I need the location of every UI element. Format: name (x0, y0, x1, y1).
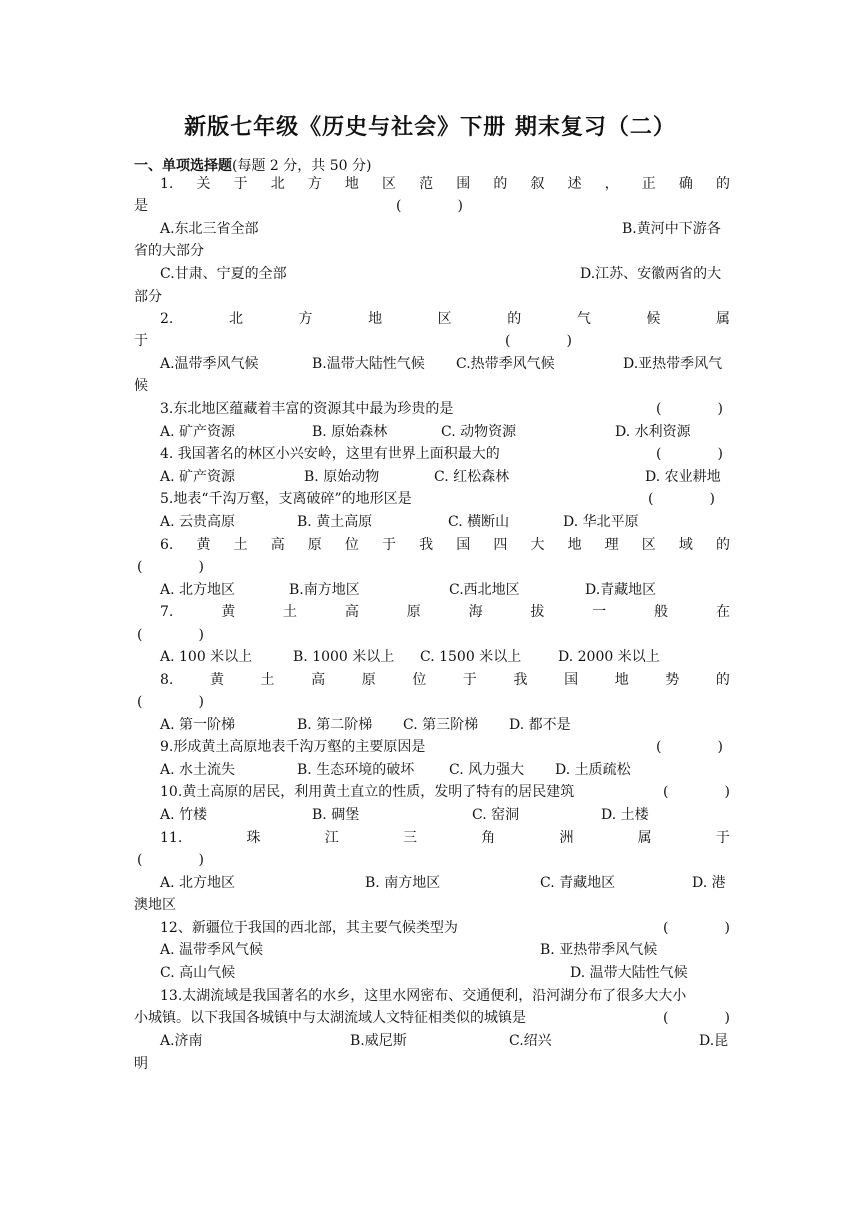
question-1-stem-part: 方 (307, 176, 322, 192)
question-6-stem-part: 四 (493, 537, 508, 553)
question-11-option-d: D. 港 (692, 875, 726, 891)
question-2-option-d-cont: 候 (134, 378, 148, 394)
question-6-stem-part: 国 (456, 537, 471, 553)
question-8-stem (160, 669, 730, 691)
question-9-option-c: C. 风力强大 (449, 762, 525, 778)
question-1-stem-part: 的 (716, 176, 730, 192)
question-6-stem-part: 理 (604, 537, 619, 553)
question-6-stem-part: 黄 (196, 537, 211, 553)
question-6-stem-part: 原 (307, 537, 322, 553)
question-5-option-b: B. 黄土高原 (297, 514, 373, 530)
question-7-stem-part: 在 (715, 604, 730, 620)
question-2-option-d: D.亚热带季风气 (623, 356, 723, 372)
question-1-stem-tail: 是 (134, 198, 148, 214)
question-1-stem (160, 173, 730, 195)
question-1-stem-part: 区 (382, 176, 397, 192)
question-2-stem (160, 308, 730, 330)
section-note: (每题 2 分，共 50 分) (232, 158, 372, 174)
question-1-stem-part: 范 (419, 176, 434, 192)
question-7-stem-part: 原 (406, 604, 421, 620)
question-9-option-a: A. 水土流失 (160, 762, 236, 778)
question-7-stem-part: 拔 (530, 604, 545, 620)
question-1-answer-blank[interactable]: ( ) (396, 198, 463, 214)
question-13-option-b: B.威尼斯 (350, 1033, 407, 1049)
question-3-answer-blank[interactable]: ( ) (656, 401, 723, 417)
question-7-stem-part: 土 (283, 604, 298, 620)
question-2-answer-blank[interactable]: ( ) (505, 333, 572, 349)
question-2-option-b: B.温带大陆性气候 (312, 356, 425, 372)
question-6-stem-part: 地 (567, 537, 582, 553)
question-12-option-b: B. 亚热带季风气候 (540, 942, 658, 958)
question-3-option-c: C. 动物资源 (441, 424, 517, 440)
question-2-stem-part: 2. (160, 311, 174, 327)
question-1-option-c: C.甘肃、宁夏的全部 (160, 266, 287, 282)
question-3-option-a: A. 矿产资源 (160, 424, 236, 440)
question-1-stem-part: 确 (678, 176, 693, 192)
question-12-answer-blank[interactable]: ( ) (663, 920, 730, 936)
question-9-answer-blank[interactable]: ( ) (656, 739, 723, 755)
question-5-answer-blank[interactable]: ( ) (648, 491, 715, 507)
question-6-answer-blank[interactable]: ( ) (137, 559, 204, 575)
question-8-option-c: C. 第三阶梯 (403, 717, 479, 733)
question-8-stem-part: 地 (614, 672, 629, 688)
question-11-stem-part: 属 (637, 830, 652, 846)
question-11-stem-part: 珠 (246, 830, 261, 846)
question-8-stem-part: 位 (412, 672, 427, 688)
question-6-stem-part: 大 (530, 537, 545, 553)
question-2-stem-part: 气 (576, 311, 591, 327)
question-6-stem-part: 6. (160, 537, 174, 553)
question-1-option-d-cont: 部分 (134, 289, 162, 305)
question-1-option-a: A.东北三省全部 (160, 221, 259, 237)
question-4-option-a: A. 矿产资源 (160, 469, 236, 485)
question-12-stem: 12、新疆位于我国的西北部，其主要气候类型为 (160, 920, 458, 936)
question-8-option-a: A. 第一阶梯 (160, 717, 236, 733)
question-1-stem-part: 述 (567, 176, 582, 192)
question-13-option-c: C.绍兴 (509, 1033, 552, 1049)
question-2-option-a: A.温带季风气候 (160, 356, 259, 372)
question-4-option-b: B. 原始动物 (304, 469, 380, 485)
question-8-stem-part: 8. (160, 672, 174, 688)
question-7-option-d: D. 2000 米以上 (558, 649, 660, 665)
question-11-stem-part: 11. (160, 830, 183, 846)
question-1-option-b: B.黄河中下游各 (622, 221, 721, 237)
question-7-option-c: C. 1500 米以上 (420, 649, 522, 665)
question-13-answer-blank[interactable]: ( ) (663, 1010, 730, 1026)
question-1-stem-part: 的 (493, 176, 508, 192)
question-8-stem-part: 黄 (209, 672, 224, 688)
question-9-option-d: D. 土质疏松 (555, 762, 631, 778)
question-13-stem-line2: 小城镇。以下我国各城镇中与太湖流域人文特征相类似的城镇是 (134, 1010, 526, 1026)
question-12-option-a: A. 温带季风气候 (160, 942, 264, 958)
question-1-stem-part: 叙 (530, 176, 545, 192)
question-13-option-d: D.昆 (699, 1033, 729, 1049)
question-7-stem (160, 601, 730, 623)
question-11-option-c: C. 青藏地区 (540, 875, 616, 891)
question-3-option-d: D. 水利资源 (615, 424, 691, 440)
question-1-stem-part: ， (604, 176, 619, 192)
question-10-answer-blank[interactable]: ( ) (663, 784, 730, 800)
question-11-stem (160, 827, 730, 849)
question-10-option-d: D. 土楼 (601, 807, 649, 823)
question-8-stem-part: 国 (564, 672, 579, 688)
question-11-option-b: B. 南方地区 (365, 875, 441, 891)
question-6-stem-part: 土 (233, 537, 248, 553)
question-2-stem-tail: 于 (134, 333, 148, 349)
question-1-stem-part: 地 (344, 176, 359, 192)
question-6-option-c: C.西北地区 (449, 582, 520, 598)
question-4-stem: 4. 我国著名的林区小兴安岭，这里有世界上面积最大的 (160, 446, 500, 462)
question-7-answer-blank[interactable]: ( ) (137, 627, 204, 643)
question-10-option-c: C. 窑洞 (472, 807, 520, 823)
question-6-stem-part: 高 (270, 537, 285, 553)
question-8-stem-part: 势 (665, 672, 680, 688)
question-6-stem (160, 534, 730, 556)
question-2-stem-part: 候 (646, 311, 661, 327)
question-1-stem-part: 1. (160, 176, 174, 192)
question-7-option-b: B. 1000 米以上 (293, 649, 395, 665)
question-5-option-a: A. 云贵高原 (160, 514, 236, 530)
question-6-option-a: A. 北方地区 (160, 582, 236, 598)
question-10-option-a: A. 竹楼 (160, 807, 208, 823)
section-heading (134, 155, 371, 175)
question-13-stem: 13.太湖流域是我国著名的水乡，这里水网密布、交通便利，沿河湖分布了很多大大小 (160, 988, 687, 1004)
question-8-option-d: D. 都不是 (509, 717, 571, 733)
question-8-stem-part: 于 (462, 672, 477, 688)
question-11-option-a: A. 北方地区 (160, 875, 236, 891)
question-5-option-d: D. 华北平原 (563, 514, 639, 530)
question-8-answer-blank[interactable]: ( ) (137, 694, 204, 710)
question-8-stem-part: 高 (311, 672, 326, 688)
question-5-stem: 5.地表“千沟万壑，支离破碎”的地形区是 (160, 491, 412, 507)
question-2-stem-part: 属 (715, 311, 730, 327)
question-1-option-b-cont: 省的大部分 (134, 243, 204, 259)
question-4-option-c: C. 红松森林 (434, 469, 510, 485)
question-12-option-d: D. 温带大陆性气候 (570, 965, 688, 981)
question-2-option-c: C.热带季风气候 (456, 356, 555, 372)
question-7-stem-part: 7. (160, 604, 174, 620)
question-2-stem-part: 地 (368, 311, 383, 327)
question-11-stem-part: 江 (324, 830, 339, 846)
question-6-stem-part: 的 (716, 537, 730, 553)
question-8-stem-part: 我 (513, 672, 528, 688)
question-2-stem-part: 的 (507, 311, 522, 327)
question-10-option-b: B. 碉堡 (312, 807, 360, 823)
question-8-stem-part: 原 (361, 672, 376, 688)
question-7-stem-part: 一 (592, 604, 607, 620)
question-13-option-d-cont: 明 (134, 1056, 148, 1072)
question-8-stem-part: 土 (260, 672, 275, 688)
question-5-option-c: C. 横断山 (448, 514, 510, 530)
question-7-option-a: A. 100 米以上 (160, 649, 253, 665)
question-4-option-d: D. 农业耕地 (645, 469, 721, 485)
page-title: 新版七年级《历史与社会》下册 期末复习（二） (184, 114, 676, 140)
question-11-stem-part: 三 (402, 830, 417, 846)
question-11-stem-part: 洲 (559, 830, 574, 846)
question-11-stem-part: 角 (481, 830, 496, 846)
question-7-stem-part: 般 (654, 604, 669, 620)
question-9-option-b: B. 生态环境的破坏 (297, 762, 415, 778)
question-11-stem-part: 于 (715, 830, 730, 846)
question-6-stem-part: 域 (678, 537, 693, 553)
question-2-stem-part: 区 (437, 311, 452, 327)
question-1-stem-part: 北 (270, 176, 285, 192)
question-10-stem: 10.黄土高原的居民，利用黄土直立的性质，发明了特有的居民建筑 (160, 784, 575, 800)
question-6-option-b: B.南方地区 (289, 582, 360, 598)
question-1-stem-part: 围 (456, 176, 471, 192)
question-8-option-b: B. 第二阶梯 (297, 717, 373, 733)
question-2-stem-part: 方 (298, 311, 313, 327)
question-6-stem-part: 位 (344, 537, 359, 553)
section-label: 一、单项选择题 (134, 158, 232, 174)
question-1-stem-part: 关 (196, 176, 211, 192)
question-1-stem-part: 正 (641, 176, 656, 192)
question-1-stem-part: 于 (233, 176, 248, 192)
question-6-stem-part: 我 (419, 537, 434, 553)
question-7-stem-part: 高 (344, 604, 359, 620)
question-3-stem: 3.东北地区蕴藏着丰富的资源其中最为珍贵的是 (160, 401, 454, 417)
question-7-stem-part: 黄 (221, 604, 236, 620)
question-6-option-d: D.青藏地区 (585, 582, 657, 598)
question-12-option-c: C. 高山气候 (160, 965, 236, 981)
question-6-stem-part: 区 (641, 537, 656, 553)
question-1-option-d: D.江苏、安徽两省的大 (580, 266, 722, 282)
question-13-option-a: A.济南 (160, 1033, 203, 1049)
question-8-stem-part: 的 (715, 672, 730, 688)
question-3-option-b: B. 原始森林 (312, 424, 388, 440)
question-11-answer-blank[interactable]: ( ) (137, 852, 204, 868)
question-2-stem-part: 北 (228, 311, 243, 327)
question-7-stem-part: 海 (468, 604, 483, 620)
question-11-option-d-cont: 澳地区 (134, 897, 176, 913)
question-4-answer-blank[interactable]: ( ) (656, 446, 723, 462)
question-9-stem: 9.形成黄土高原地表千沟万壑的主要原因是 (160, 739, 426, 755)
question-6-stem-part: 于 (382, 537, 397, 553)
